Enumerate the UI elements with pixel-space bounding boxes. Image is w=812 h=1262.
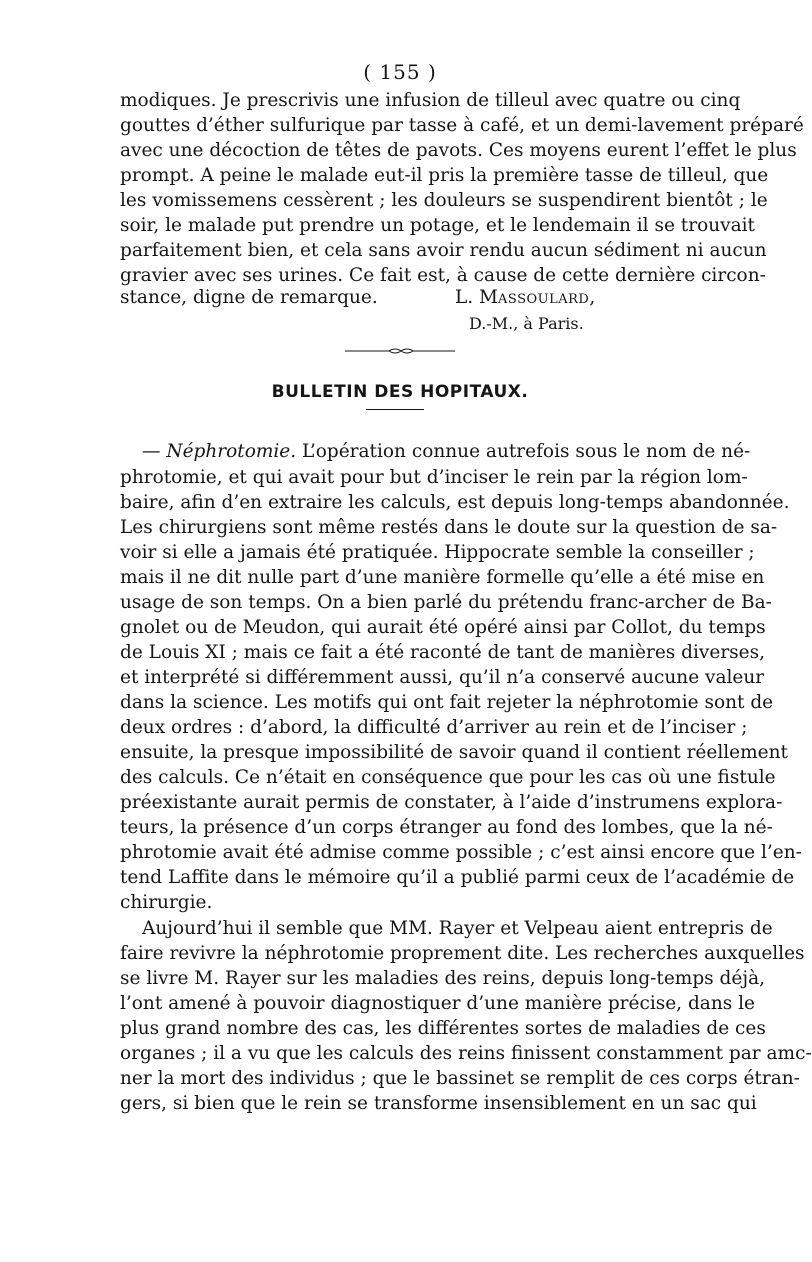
- body-line: baire, afin d’en extraire les calculs, est depuis long-temps abandonnée.: [120, 492, 790, 513]
- body-line: voir si elle a jamais été pratiquée. Hippocrate semble la conseiller ;: [120, 542, 755, 563]
- body-line: stance, digne de remarque.: [120, 287, 378, 308]
- body-line: phrotomie, et qui avait pour but d’inciser le rein par la région lom-: [120, 467, 748, 488]
- body-line: phrotomie avait été admise comme possible ; c’est ainsi encore que l’en-: [120, 842, 802, 863]
- body-line: soir, le malade put prendre un potage, et le lendemain il se trouvait: [120, 215, 755, 236]
- body-line: plus grand nombre des cas, les différentes sortes de maladies de ces: [120, 1018, 766, 1039]
- body-line: gnolet ou de Meudon, qui aurait été opéré ainsi par Collot, du temps: [120, 617, 766, 638]
- body-line: des calculs. Ce n’était en conséquence que pour les cas où une fistule: [120, 767, 776, 788]
- author-signature: L. Massoulard,: [455, 287, 596, 308]
- body-line: organes ; il a vu que les calculs des reins finissent constamment par amc-: [120, 1043, 812, 1064]
- body-line: les vomissemens cessèrent ; les douleurs se suspendirent bientôt ; le: [120, 190, 768, 211]
- author-title: D.-M., à Paris.: [469, 314, 584, 333]
- body-line: deux ordres : d’abord, la difficulté d’arriver au rein et de l’inciser ;: [120, 717, 748, 738]
- body-line: préexistante aurait permis de constater, à l’aide d’instrumens explora-: [120, 792, 783, 813]
- body-line: prompt. A peine le malade eut-il pris la première tasse de tilleul, que: [120, 165, 769, 186]
- article-lead-term: Néphrotomie.: [166, 441, 297, 462]
- body-line: chirurgie.: [120, 892, 213, 913]
- body-line: gers, si bien que le rein se transforme insensiblement en un sac qui: [120, 1093, 757, 1114]
- body-line: l’ont amené à pouvoir diagnostiquer d’une manière précise, dans le: [120, 993, 755, 1014]
- ornament-divider: [345, 346, 455, 356]
- heading-underline: [366, 409, 424, 410]
- body-line: avec une décoction de têtes de pavots. Ces moyens eurent l’effet le plus: [120, 140, 797, 161]
- body-line: Aujourd’hui il semble que MM. Rayer et Velpeau aient entrepris de: [142, 918, 773, 939]
- body-line: gravier avec ses urines. Ce fait est, à cause de cette dernière circon-: [120, 265, 766, 286]
- body-line: mais il ne dit nulle part d’une manière formelle qu’elle a été mise en: [120, 567, 765, 588]
- body-line: dans la science. Les motifs qui ont fait rejeter la néphrotomie sont de: [120, 692, 774, 713]
- body-line: teurs, la présence d’un corps étranger au fond des lombes, que la né-: [120, 817, 773, 838]
- body-line: Les chirurgiens sont même restés dans le doute sur la question de sa-: [120, 517, 778, 538]
- body-line: de Louis XI ; mais ce fait a été raconté de tant de manières diverses,: [120, 642, 765, 663]
- body-line: se livre M. Rayer sur les maladies des reins, depuis long-temps déjà,: [120, 968, 765, 989]
- body-line: ner la mort des individus ; que le bassinet se remplit de ces corps étran-: [120, 1068, 800, 1089]
- body-line: gouttes d’éther sulfurique par tasse à café, et un demi-lavement préparé: [120, 115, 804, 136]
- body-line: et interprété si différemment aussi, qu’il n’a conservé aucune valeur: [120, 667, 765, 688]
- body-line: modiques. Je prescrivis une infusion de tilleul avec quatre ou cinq: [120, 90, 741, 111]
- article-first-line: — Néphrotomie. L’opération connue autrefois sous le nom de né-: [142, 441, 751, 462]
- section-heading: BULLETIN DES HOPITAUX.: [271, 382, 529, 402]
- body-line: ensuite, la presque impossibilité de savoir quand il contient réellement: [120, 742, 788, 763]
- body-line: faire revivre la néphrotomie proprement dite. Les recherches auxquelles: [120, 943, 805, 964]
- body-line: tend Laffite dans le mémoire qu’il a publié parmi ceux de l’académie de: [120, 867, 795, 888]
- page-number: ( 155 ): [363, 60, 437, 84]
- body-line: usage de son temps. On a bien parlé du prétendu franc-archer de Ba-: [120, 592, 772, 613]
- body-line: parfaitement bien, et cela sans avoir rendu aucun sédiment ni aucun: [120, 240, 767, 261]
